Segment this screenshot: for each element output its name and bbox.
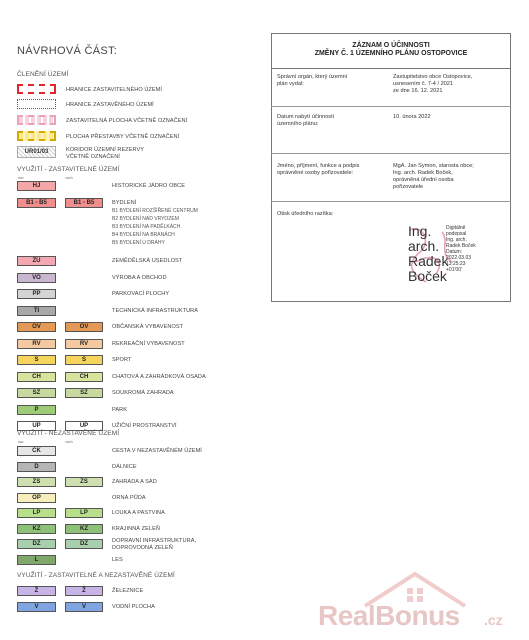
legend-swatch-stav: Ž — [17, 586, 56, 596]
zastavitelna-plocha-symbol — [17, 115, 56, 125]
legend-label: CHATOVÁ A ZAHRÁDKOVÁ OSADA — [112, 373, 206, 380]
legend-swatch-stav: SZ — [17, 388, 56, 398]
row2-right: 10. února 2022 — [393, 114, 431, 120]
legend-swatch-stav: B1 - B5 — [17, 198, 56, 208]
legend-swatch-navrh: KZ — [65, 524, 103, 534]
legend-label: PARK — [112, 406, 128, 413]
boundary-zastavene-symbol — [17, 99, 56, 109]
legend-sublabel: B3 BYDLENÍ NA PADĚLKÁCH — [112, 223, 181, 230]
legend-label: VODNÍ PLOCHA — [112, 603, 155, 610]
divider — [271, 106, 511, 107]
legend-swatch-stav: KZ — [17, 524, 56, 534]
signature-details: Digitálně podepsal Ing. arch. Radek Boček Datum: 2022.03.03 13:25:23 +01'00' — [446, 225, 476, 273]
legend-label: BYDLENÍ — [112, 199, 137, 206]
col-stav-label: stav — [18, 176, 24, 180]
legend-label: PARKOVACÍ PLOCHY — [112, 291, 170, 297]
legend-swatch-navrh: ZS — [65, 477, 103, 487]
legend-sublabel: B5 BYDLENÍ U DRÁHY — [112, 239, 165, 246]
divider — [271, 153, 511, 154]
legend-label: ORNÁ PŮDA — [112, 494, 146, 501]
record-title: ZÁZNAM O ÚČINNOSTI — [352, 42, 430, 49]
section-cleneni: ČLENĚNÍ ÚZEMÍ — [17, 71, 69, 78]
legend-label: LES — [112, 556, 123, 563]
legend-label: ZEMĚDĚLSKÁ USEDLOST — [112, 258, 183, 264]
plocha-prestavby-symbol — [17, 131, 56, 141]
row1-left: Správní orgán, který územní plán vydal: — [277, 74, 348, 87]
boundary-label: ZASTAVITELNÁ PLOCHA VČETNĚ OZNAČENÍ — [66, 118, 188, 124]
legend-label: REKREAČNÍ VYBAVENOST — [112, 340, 185, 347]
legend-sublabel: B4 BYDLENÍ NA BRANÁCH — [112, 231, 175, 238]
legend-swatch-navrh: SZ — [65, 388, 103, 398]
legend-swatch-stav: UP — [17, 421, 56, 431]
col-navrh-label: návrh — [65, 176, 73, 180]
legend-swatch-navrh: OV — [65, 322, 103, 332]
legend-swatch-stav: D — [17, 462, 56, 472]
boundary-label: KORIDOR ÚZEMNÍ REZERVY — [66, 147, 145, 153]
row1-right: Zastupitelstvo obce Ostopovice, usnesením č. 7-4 / 2021 ze dne 16. 12. 2021 — [393, 74, 473, 94]
legend-swatch-stav: CH — [17, 372, 56, 382]
legend-label: CESTA V NEZASTAVĚNÉM ÚZEMÍ — [112, 448, 202, 454]
legend-label: UŽIČNÍ PROSTRANSTVÍ — [112, 423, 177, 429]
legend-swatch-stav: LP — [17, 508, 56, 518]
watermark-logo: RealBonus — [318, 600, 460, 631]
legend-swatch-stav: VO — [17, 273, 56, 283]
divider — [271, 201, 511, 202]
legend-swatch-navrh: S — [65, 355, 103, 365]
legend-label-2: DOPROVODNÁ ZELEŇ — [112, 545, 173, 551]
legend-label: LOUKA A PASTVINA — [112, 510, 165, 516]
legend-swatch-navrh: CH — [65, 372, 103, 382]
legend-label: SOUKROMÁ ZAHRADA — [112, 390, 174, 396]
legend-label: HISTORICKÉ JÁDRO OBCE — [112, 183, 186, 189]
legend-swatch-stav: V — [17, 602, 56, 612]
legend-sublabel: B1 BYDLENÍ ROZŠÍŘENÉ CENTRUM — [112, 207, 198, 214]
legend-swatch-navrh: V — [65, 602, 103, 612]
legend-swatch-stav: HJ — [17, 181, 56, 191]
watermark-tld: .cz — [484, 612, 503, 628]
koridor-rezervy-symbol: UR01/03 — [17, 146, 56, 158]
legend-swatch-navrh: UP — [65, 421, 103, 431]
legend-swatch-navrh: Ž — [65, 586, 103, 596]
legend-swatch-stav: CK — [17, 446, 56, 456]
legend-swatch-stav: L — [17, 555, 56, 565]
legend-label: VÝROBA A OBCHOD — [112, 274, 167, 281]
legend-swatch-stav: P — [17, 405, 56, 415]
legend-swatch-stav: ZU — [17, 256, 56, 266]
legend-swatch-navrh: LP — [65, 508, 103, 518]
legend-label: TECHNICKÁ INFRASTRUKTURA — [112, 307, 199, 314]
legend-label: SPORT — [112, 357, 132, 363]
legend-swatch-navrh: DZ — [65, 539, 103, 549]
legend-label: OBČANSKÁ VYBAVENOST — [112, 324, 184, 330]
boundary-zastavitelne-symbol — [17, 84, 56, 94]
boundary-label: HRANICE ZASTAVITELNÉHO ÚZEMÍ — [66, 87, 162, 93]
record-subtitle: ZMĚNY Č. 1 ÚZEMNÍHO PLÁNU OSTOPOVICE — [314, 50, 468, 57]
boundary-label: PLOCHA PŘESTAVBY VČETNĚ OZNAČENÍ — [66, 134, 180, 140]
col-navrh-label: návrh — [65, 440, 73, 444]
legend-swatch-navrh: RV — [65, 339, 103, 349]
boundary-label-2: VČETNĚ OZNAČENÍ — [66, 154, 120, 160]
legend-swatch-stav: PP — [17, 289, 56, 299]
boundary-label: HRANICE ZASTAVĚNÉHO ÚZEMÍ — [66, 102, 154, 108]
legend-swatch-stav: TI — [17, 306, 56, 316]
legend-label: DÁLNICE — [112, 463, 137, 470]
row3-left: Jméno, příjmení, funkce a podpis oprávněné osoby pořizovatele: — [277, 163, 360, 176]
row2-left: Datum nabytí účinnosti územního plánu: — [277, 114, 334, 127]
signature-name: Ing. arch. Radek Boček — [408, 223, 449, 284]
col-stav-label: stav — [18, 440, 24, 444]
legend-swatch-stav: S — [17, 355, 56, 365]
record-header — [271, 33, 511, 69]
row4-left: Otisk úředního razítka: — [277, 211, 334, 217]
row3-right: MgA. Jan Symon, starosta obce; Ing. arch. Radek Boček, oprávněná úřední osoba pořizovatele — [393, 163, 474, 190]
legend-label: ŽELEZNICE — [112, 588, 144, 594]
page-title: NÁVRHOVÁ ČÁST: — [17, 45, 118, 57]
legend-swatch-stav: ZS — [17, 477, 56, 487]
legend-label: ZAHRADA A SAD — [112, 479, 157, 485]
legend-swatch-stav: RV — [17, 339, 56, 349]
legend-label: KRAJINNÁ ZELEŇ — [112, 525, 160, 532]
legend-swatch-navrh: B1 - B5 — [65, 198, 103, 208]
legend-swatch-stav: DZ — [17, 539, 56, 549]
legend-swatch-stav: OV — [17, 322, 56, 332]
section-vyuziti-nezast: VYUŽITÍ - NEZASTAVĚNÉ ÚZEMÍ — [17, 430, 120, 437]
section-vyuziti-zast: VYUŽITÍ - ZASTAVITELNÉ ÚZEMÍ — [17, 166, 120, 173]
section-vyuziti-oboje: VYUŽITÍ - ZASTAVITELNÉ A NEZASTAVĚNÉ ÚZEMÍ — [17, 572, 175, 579]
legend-label: DOPRAVNÍ INFRASTRUKTURA, — [112, 538, 197, 544]
legend-sublabel: B2 BYDLENÍ NAD VRYOZEM — [112, 215, 179, 222]
legend-swatch-stav: OP — [17, 493, 56, 503]
